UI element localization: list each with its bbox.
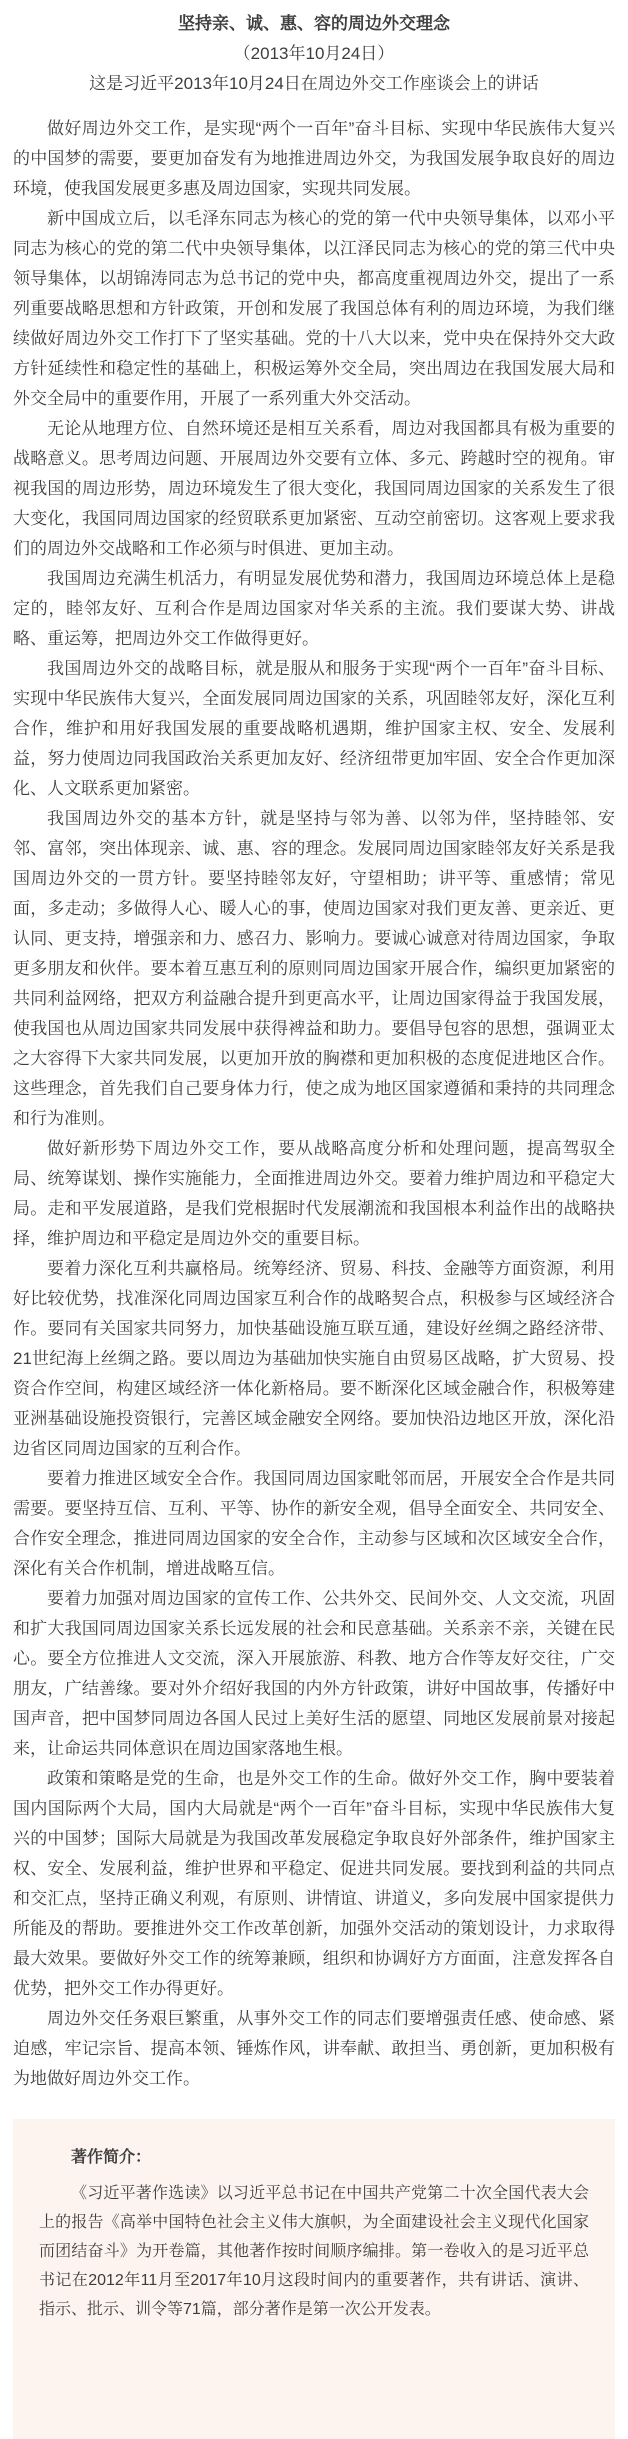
article-header <box>13 9 615 99</box>
article-paragraph: 要着力推进区域安全合作。我国同周边国家毗邻而居，开展安全合作是共同需要。要坚持互信、互利、平等、协作的新安全观，倡导全面安全、共同安全、合作安全理念，推进同周边国家的安全合作，主动参与区域和次区域安全合作，深化有关合作机制，增进战略互信。 <box>13 1469 615 1578</box>
article-paragraph: 我国周边外交的战略目标，就是服从和服务于实现“两个一百年”奋斗目标、实现中华民族伟大复兴，全面发展同周边国家的关系，巩固睦邻友好，深化互利合作，维护和用好我国发展的重要战略机遇期，维护国家主权、安全、发展利益，努力使周边同我国政治关系更加友好、经济纽带更加牢固、安全合作更加深化、人文联系更加紧密。 <box>13 659 615 798</box>
article-body <box>13 114 615 2094</box>
article-paragraph: 无论从地理方位、自然环境还是相互关系看，周边对我国都具有极为重要的战略意义。思考周边问题、开展周边外交要有立体、多元、跨越时空的视角。审视我国的周边形势，周边环境发生了很大变化，我国同周边国家的关系发生了很大变化，我国同周边国家的经贸联系更加紧密、互动空前密切。这客观上要求我们的周边外交战略和工作必须与时俱进、更加主动。 <box>13 419 615 558</box>
article-paragraph: 做好周边外交工作，是实现“两个一百年”奋斗目标、实现中华民族伟大复兴的中国梦的需要，要更加奋发有为地推进周边外交，为我国发展争取良好的周边环境，使我国发展更多惠及周边国家，实现共同发展。 <box>13 119 615 198</box>
book-intro-text: 《习近平著作选读》以习近平总书记在中国共产党第二十次全国代表大会上的报告《高举中国特色社会主义伟大旗帜，为全面建设社会主义现代化国家而团结奋斗》为开卷篇，其他著作按时间顺序编排。第一卷收入的是习近平总书记在2012年11月至2017年10月这段时间内的重要著作，共有讲话、演讲、指示、批示、训令等71篇，部分著作是第一次公开发表。 <box>39 2185 589 2318</box>
article-paragraph: 周边外交任务艰巨繁重，从事外交工作的同志们要增强责任感、使命感、紧迫感，牢记宗旨、提高本领、锤炼作风，讲奉献、敢担当、勇创新，更加积极有为地做好周边外交工作。 <box>13 2009 615 2088</box>
article-paragraph: 要着力深化互利共赢格局。统筹经济、贸易、科技、金融等方面资源，利用好比较优势，找准深化同周边国家互利合作的战略契合点，积极参与区域经济合作。要同有关国家共同努力，加快基础设施互联互通，建设好丝绸之路经济带、21世纪海上丝绸之路。要以周边为基础加快实施自由贸易区战略，扩大贸易、投资合作空间，构建区域经济一体化新格局。要不断深化区域金融合作，积极筹建亚洲基础设施投资银行，完善区域金融安全网络。要加快沿边地区开放，深化沿边省区同周边国家的互利合作。 <box>13 1259 615 1458</box>
article-paragraph: 政策和策略是党的生命，也是外交工作的生命。做好外交工作，胸中要装着国内国际两个大局，国内大局就是“两个一百年”奋斗目标，实现中华民族伟大复兴的中国梦；国际大局就是为我国改革发展稳定争取良好外部条件，维护国家主权、安全、发展利益，维护世界和平稳定、促进共同发展。要找到利益的共同点和交汇点，坚持正确义利观，有原则、讲情谊、讲道义，多向发展中国家提供力所能及的帮助。要推进外交工作改革创新，加强外交活动的策划设计，力求取得最大效果。要做好外交工作的统筹兼顾，组织和协调好方方面面，注意发挥各自优势，把外交工作办得更好。 <box>13 1769 615 1998</box>
book-intro-heading: 著作简介： <box>71 2149 152 2166</box>
article-paragraph: 做好新形势下周边外交工作，要从战略高度分析和处理问题，提高驾驭全局、统筹谋划、操作实施能力，全面推进周边外交。要着力维护周边和平稳定大局。走和平发展道路，是我们党根据时代发展潮流和我国根本利益作出的战略抉择，维护周边和平稳定是周边外交的重要目标。 <box>13 1139 615 1248</box>
book-intro-box <box>13 2119 615 2439</box>
article-subtitle: 这是习近平2013年10月24日在周边外交工作座谈会上的讲话 <box>89 74 539 93</box>
article-paragraph: 要着力加强对周边国家的宣传工作、公共外交、民间外交、人文交流，巩固和扩大我国同周边国家关系长远发展的社会和民意基础。关系亲不亲，关键在民心。要全方位推进人文交流，深入开展旅游、科教、地方合作等友好交往，广交朋友，广结善缘。要对外介绍好我国的内外方针政策，讲好中国故事，传播好中国声音，把中国梦同周边各国人民过上美好生活的愿望、同地区发展前景对接起来，让命运共同体意识在周边国家落地生根。 <box>13 1589 615 1758</box>
article-paragraph: 我国周边充满生机活力，有明显发展优势和潜力，我国周边环境总体上是稳定的，睦邻友好、互利合作是周边国家对华关系的主流。我们要谋大势、讲战略、重运筹，把周边外交工作做得更好。 <box>13 569 615 648</box>
article-date: （2013年10月24日） <box>233 44 395 63</box>
article-paragraph: 新中国成立后，以毛泽东同志为核心的党的第一代中央领导集体，以邓小平同志为核心的党的第二代中央领导集体，以江泽民同志为核心的党的第三代中央领导集体，以胡锦涛同志为总书记的党中央，都高度重视周边外交，提出了一系列重要战略思想和方针政策，开创和发展了我国总体有利的周边环境，为我们继续做好周边外交工作打下了坚实基础。党的十八大以来，党中央在保持外交大政方针延续性和稳定性的基础上，积极运筹外交全局，突出周边在我国发展大局和外交全局中的重要作用，开展了一系列重大外交活动。 <box>13 209 615 408</box>
article-title: 坚持亲、诚、惠、容的周边外交理念 <box>178 14 450 33</box>
article-paragraph: 我国周边外交的基本方针，就是坚持与邻为善、以邻为伴，坚持睦邻、安邻、富邻，突出体现亲、诚、惠、容的理念。发展同周边国家睦邻友好关系是我国周边外交的一贯方针。要坚持睦邻友好，守望相助；讲平等、重感情；常见面，多走动；多做得人心、暖人心的事，使周边国家对我们更友善、更亲近、更认同、更支持，增强亲和力、感召力、影响力。要诚心诚意对待周边国家，争取更多朋友和伙伴。要本着互惠互利的原则同周边国家开展合作，编织更加紧密的共同利益网络，把双方利益融合提升到更高水平，让周边国家得益于我国发展，使我国也从周边国家共同发展中获得裨益和助力。要倡导包容的思想，强调亚太之大容得下大家共同发展，以更加开放的胸襟和更加积极的态度促进地区合作。这些理念，首先我们自己要身体力行，使之成为地区国家遵循和秉持的共同理念和行为准则。 <box>13 809 615 1128</box>
